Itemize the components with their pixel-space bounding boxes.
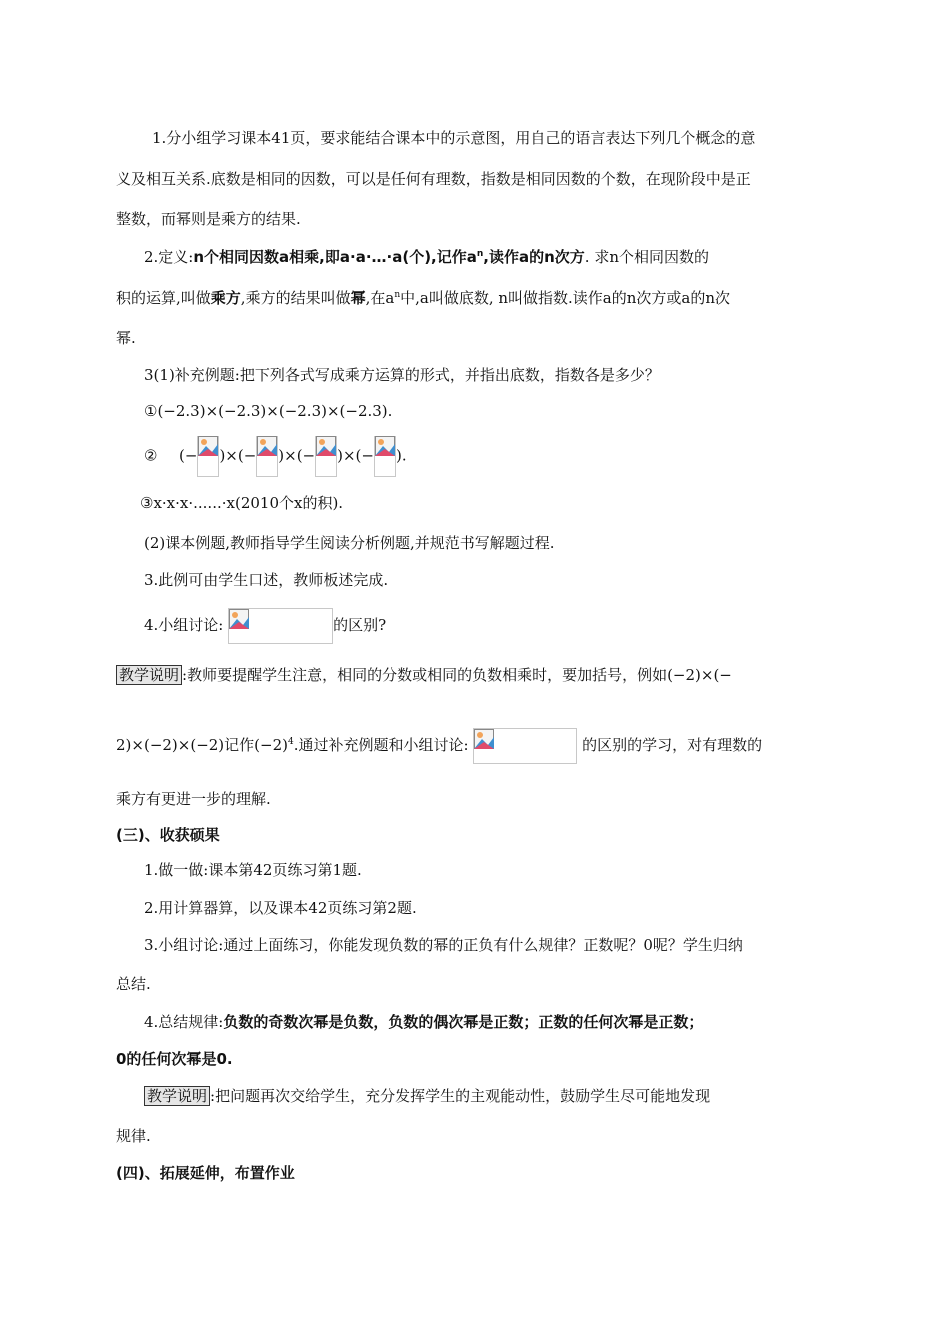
fraction-image-3	[315, 436, 337, 477]
definition-bold-2: ,读作a的n次方	[483, 248, 585, 266]
definition-bold-1: n个相同因数a相乘,即a·a·…·a(个),记作a	[193, 248, 477, 266]
harvest-item-3-line-1: 3.小组讨论:通过上面练习，你能发现负数的幂的正负有什么规律？正数呢？0呢？学生归纳	[144, 936, 743, 954]
teaching-note-2-line-1	[144, 1085, 710, 1107]
example-3: ③x·x·x·......·x(2010个x的积).	[140, 494, 344, 512]
harvest-item-3-line-2: 总结.	[116, 975, 151, 993]
example-2-times-1: )×(−	[219, 446, 257, 465]
example-2-times-3: )×(−	[337, 446, 374, 465]
harvest-item-1: 1.做一做:课本第42页练习第1题.	[144, 861, 362, 879]
def2-a: 积的运算,叫做	[116, 289, 211, 307]
para-1-line-3: 整数，而幂则是乘方的结果.	[116, 210, 301, 228]
definition-sup: n	[476, 249, 484, 259]
definition-rest: . 求n个相同因数的	[584, 248, 709, 266]
teaching-note-1-line-2	[116, 728, 762, 764]
summary-prefix: 4.总结规律:	[144, 1013, 224, 1031]
fraction-image-1	[197, 436, 219, 477]
teaching-note-2-text: :把问题再次交给学生，充分发挥学生的主观能动性，鼓励学生尽可能地发现	[210, 1087, 711, 1105]
note1-sup: 4	[287, 737, 294, 747]
section-4-heading: (四)、拓展延伸，布置作业	[116, 1164, 295, 1182]
example-1: ①(−2.3)×(−2.3)×(−2.3)×(−2.3).	[144, 402, 393, 420]
def2-sup: n	[394, 290, 401, 300]
def2-d: ,在a	[365, 289, 395, 307]
def2-c: ,乘方的结果叫做	[240, 289, 351, 307]
teaching-note-2-line-2: 规律.	[116, 1127, 151, 1145]
fraction-image-4	[374, 436, 396, 477]
note1-b: 2)×(−2)×(−2)记作(−2)	[116, 736, 288, 754]
teaching-note-1-text: :教师要提醒学生注意，相同的分数或相同的负数相乘时，要加括号，例如(−2)×(−	[182, 666, 732, 684]
harvest-item-4-line-2: 0的任何次幂是0.	[116, 1050, 233, 1068]
definition-line-2	[116, 287, 730, 309]
fraction-image-2	[256, 436, 278, 477]
example-2-open: (−	[179, 446, 198, 465]
para-1-line-1: 1.分小组学习课本41页，要求能结合课本中的示意图，用自己的语言表达下列几个概念的意	[152, 129, 756, 147]
teaching-note-tag-2: 教学说明	[144, 1086, 210, 1106]
oral-example: 3.此例可由学生口述，教师板述完成.	[144, 571, 389, 589]
comparison-image-1	[228, 608, 333, 644]
harvest-item-2: 2.用计算器算，以及课本42页练习第2题.	[144, 899, 417, 917]
example-2-label: ②	[144, 446, 158, 465]
section-3-heading: (三)、收获硕果	[116, 826, 220, 844]
textbook-example: (2)课本例题,教师指导学生阅读分析例题,并规范书写解题过程.	[144, 534, 555, 552]
group-discussion-tail: 的区别?	[333, 616, 387, 634]
teaching-note-1-line-3: 乘方有更进一步的理解.	[116, 790, 271, 808]
teaching-note-tag-1: 教学说明	[116, 665, 182, 685]
note1-c: .通过补充例题和小组讨论:	[293, 736, 469, 754]
definition-line-1	[144, 246, 709, 268]
para-1-line-2: 义及相互关系.底数是相同的因数，可以是任何有理数，指数是相同因数的个数，在现阶段中是正	[116, 170, 751, 188]
term-power-op: 乘方	[210, 289, 241, 307]
comparison-image-2	[473, 728, 577, 764]
def2-e: 中,a叫做底数, n叫做指数.读作a的n次方或a的n次	[400, 289, 730, 307]
example-2-times-2: )×(−	[278, 446, 316, 465]
example-2	[144, 436, 407, 480]
summary-rule: 负数的奇数次幂是负数，负数的偶次幂是正数；正数的任何次幂是正数；	[223, 1013, 704, 1031]
harvest-item-4-line-1	[144, 1011, 703, 1033]
group-discussion	[144, 608, 386, 644]
teaching-note-1-line-1	[116, 664, 732, 686]
example-intro: 3(1)补充例题:把下列各式写成乘方运算的形式，并指出底数，指数各是多少？	[144, 366, 660, 384]
example-2-end: ).	[395, 446, 407, 465]
definition-prefix: 2.定义:	[144, 248, 194, 266]
group-discussion-label: 4.小组讨论:	[144, 616, 224, 634]
definition-line-3: 幂.	[116, 329, 136, 347]
note1-d: 的区别的学习，对有理数的	[582, 736, 763, 754]
term-power: 幂	[350, 289, 366, 307]
